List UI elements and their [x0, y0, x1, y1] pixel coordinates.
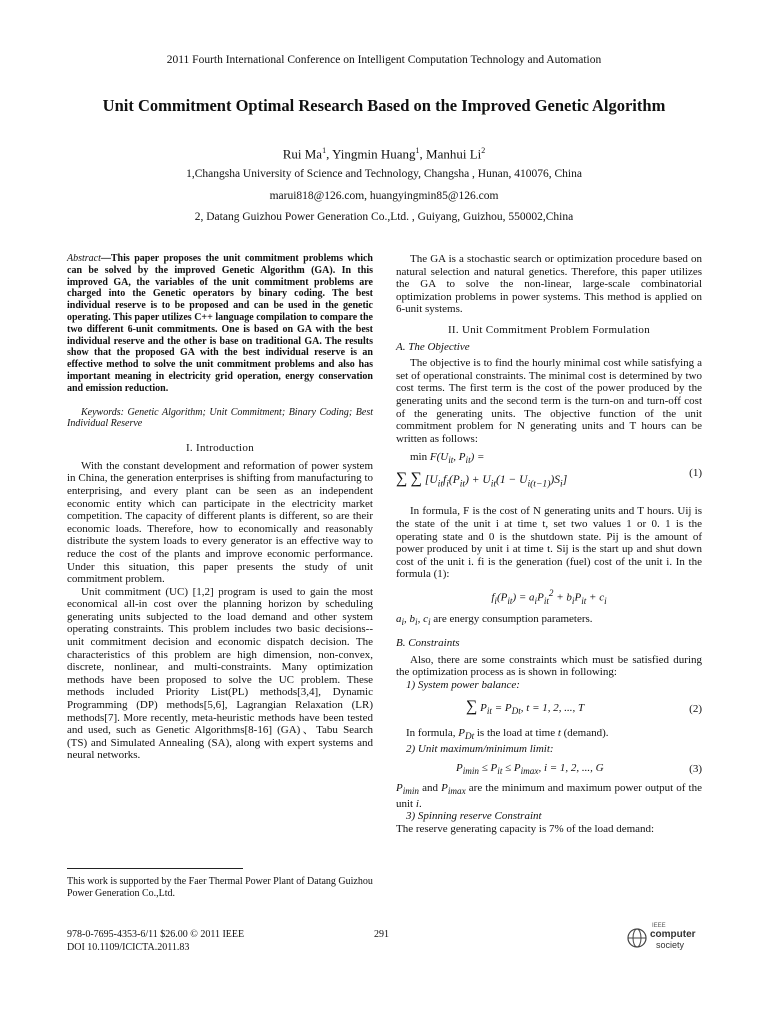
abstract-text: —This paper proposes the unit commitment problems which can be solved by the improved Genetic Algorithm (GA). In this improved GA, the variables of the unit commitment problems are charged into the Genetic operators by binary coding. The best individual reserve is to be proposed and can be used in the genetic operating. This paper utilizes C++ language compilation to compare the two different 6-unit commitments. One is based on GA with the best individual reserve and the other is base on traditional GA. The results show that the proposed GA with the best individual reserve is an effective method to solve the unit commitment problems and also has important meaning in electricity grid operation, energy conservation and emission reduction.	[67, 253, 373, 394]
left-column	[67, 253, 373, 762]
page-number: 291	[374, 929, 389, 940]
abstract-label: Abstract	[67, 253, 101, 264]
constraints-paragraph: Also, there are some constraints which must be satisfied during the optimization process as is shown in following:	[396, 653, 702, 679]
equation-2	[396, 693, 702, 727]
keywords: Keywords: Genetic Algorithm; Unit Commitment; Binary Coding; Best Individual Reserve	[67, 406, 373, 430]
demand-line: In formula, $P_{Dt}$ is the load at time t (demand).	[406, 727, 609, 742]
author-list: Rui Ma$^1$, Yingmin Huang$^1$, Manhui Li$^2$	[282, 146, 486, 162]
isbn-line: 978-0-7695-4353-6/11 $26.00 © 2011 IEEE	[67, 929, 245, 940]
right-column	[396, 253, 702, 835]
equation-3	[396, 758, 702, 780]
intro-paragraph-2: Unit commitment (UC) [1,2] program is used to gain the most economical all-in cost over the planning horizon by scheduling generating units subjected to the load demand and other system operating constraints. This problem includes two basic decisions--unit commitment decision and economic dispatch decision. The characteristics of this problem are high dimension, non-convex, discrete, nonlinear, and multi-constraints. Many optimization methods have been proposed to solve the UC problem. These methods included Priority List(PL) methods[3,4], Dynamic Programming (DP) methods[5,6], Lagrangian Relaxation (LR) methods[7]. More recently, meta-heuristic methods have been tested and used, such as Genetic Algorithms[8-16] (GA)、Tabu Search (TS) and Simulated Annealing (SA), along with expert systems and neural networks.	[67, 585, 373, 762]
equation-1	[396, 451, 702, 501]
author-emails: marui818@126.com, huangyingmin85@126.com	[269, 190, 499, 202]
objective-paragraph: The objective is to find the hourly minimal cost while satisfying a set of operational constraints. The minimal cost is determined by two cost terms. The first term is the cost of the power produced by the generating units and the second term is the turn-on and turn-off cost of the generating units. The objective function of the unit commitment problem for N generating units and T hours can be written as follows:	[396, 357, 702, 445]
subsection-objective: A. The Objective	[396, 340, 470, 353]
ga-paragraph: The GA is a stochastic search or optimization procedure based on natural selection and natural genetics. Therefore, this paper utilizes the GA to solve the non-linear, large-scale combinatorial optimization problems in power systems. This method is applied on 6-unit systems.	[396, 253, 702, 316]
formula-explanation: In formula, F is the cost of N generating units and T hours. Uij is the state of the unit i at time t, set two values 1 or 0. 1 is the operating state and 0 is the shutdown state. Pij is the amount of power produced by unit i at time t. Sij is the start up and shut down cost of the unit i. fi is the generation (fuel) cost of the unit i. In the formula (1):	[396, 505, 702, 581]
logo-top-text: IEEE	[652, 923, 666, 929]
ieee-computer-society-logo	[626, 923, 706, 951]
globe-icon	[626, 927, 648, 949]
section-heading-formulation: II. Unit Commitment Problem Formulation	[447, 323, 651, 336]
abstract	[67, 253, 373, 395]
equation-2-number: (2)	[689, 703, 702, 716]
reserve-line: The reserve generating capacity is 7% of the load demand:	[396, 822, 655, 835]
section-heading-introduction: I. Introduction	[185, 442, 255, 455]
equation-1-lhs: $\min F(U_{it}$, $P_{it}$) =	[410, 451, 485, 466]
affiliation-1: 1,Changsha University of Science and Technology, Changsha , Hunan, 410076, China	[186, 168, 582, 180]
equation-1-rhs: ∑ ∑ $[U_{it}f_i(P_{it}) + U_{it}(1 - U_{i(t-1)})S_i]$	[396, 470, 568, 490]
intro-paragraph-1: With the constant development and reformation of power system in China, the generation enterprises is shifting from manufacturing to enterprising, and every plant can be seen as an independent economic entity which can participate in the electricity market competition. The capacity of different plants is different, so are their economic loads. Therefore, how to economically and reasonably distribute the system loads to every generator is an effective way to reduce the cost of the plants and improve economic performance. Under this situation, this paper presents the study of unit commitment problem.	[67, 459, 373, 586]
equation-1-number: (1)	[689, 467, 702, 480]
conference-header: 2011 Fourth International Conference on Intelligent Computation Technology and Automation	[166, 54, 602, 66]
footnote-rule	[67, 868, 243, 869]
parameters-line: $a_i$, $b_i$, $c_i$ are energy consumption parameters.	[396, 613, 593, 628]
doi-line: DOI 10.1109/ICICTA.2011.83	[67, 942, 190, 953]
subsection-constraints: B. Constraints	[396, 637, 460, 650]
power-limits-line: $P_{imin}$ and $P_{imax}$ are the minimum and maximum power output of the unit i.	[396, 781, 702, 810]
equation-3-body: $P_{imin} \le P_{it} \le P_{imax}$, i = 1, 2, ..., G	[456, 761, 604, 777]
constraint-1-heading: 1) System power balance:	[406, 678, 520, 691]
equation-fuel-cost: $f_i(P_{it}) = a_iP_{it}^2 + b_iP_{it} + c_i$	[491, 587, 607, 606]
affiliation-2: 2, Datang Guizhou Power Generation Co.,Ltd. , Guiyang, Guizhou, 550002,China	[194, 211, 574, 223]
equation-2-body: ∑ $P_{it} = P_{Dt}$, t = 1, 2, ..., T	[466, 698, 585, 717]
logo-mid-text: computer	[650, 929, 696, 940]
constraint-2-heading: 2) Unit maximum/minimum limit:	[406, 743, 554, 756]
footnote: This work is supported by the Faer Thermal Power Plant of Datang Guizhou Power Generation Co.,Ltd.	[67, 876, 373, 899]
equation-3-number: (3)	[689, 762, 702, 775]
constraint-3-heading: 3) Spinning reserve Constraint	[406, 810, 542, 823]
logo-bottom-text: society	[656, 940, 685, 950]
paper-title: Unit Commitment Optimal Research Based on the Improved Genetic Algorithm	[102, 96, 666, 115]
